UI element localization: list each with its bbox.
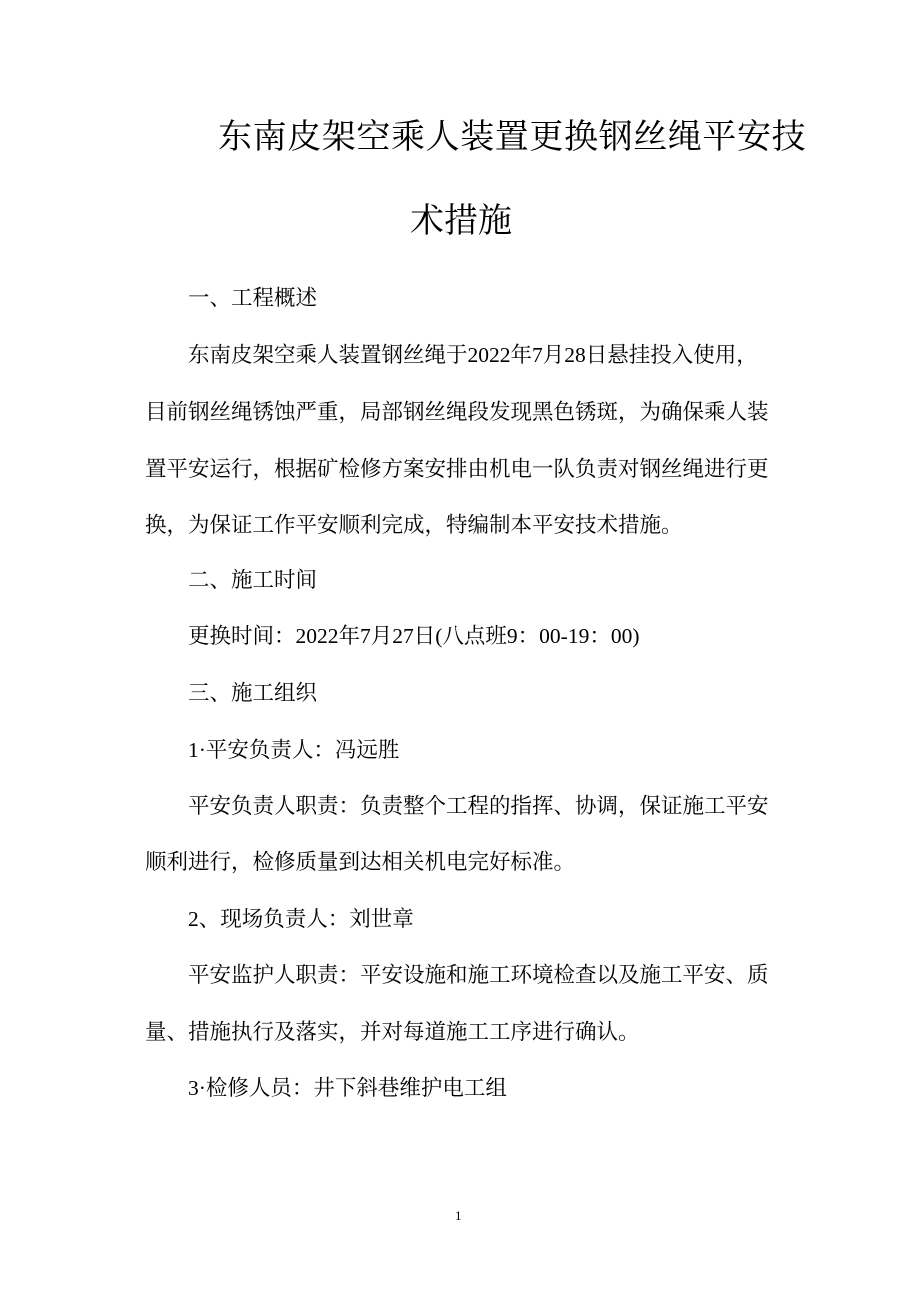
section-heading: 一、工程概述 [188, 286, 318, 310]
paragraph-line: 目前钢丝绳锈蚀严重，局部钢丝绳段发现黑色锈斑，为确保乘人装 [145, 400, 769, 424]
paragraph-line: 更换时间：2022年7月27日(八点班9：00-19：00) [188, 624, 640, 648]
section-heading: 二、施工时间 [188, 568, 318, 592]
paragraph-line: 置平安运行，根据矿检修方案安排由机电一队负责对钢丝绳进行更 [145, 457, 769, 481]
list-item: 1·平安负责人：冯远胜 [188, 738, 400, 762]
paragraph-line: 换，为保证工作平安顺利完成，特编制本平安技术措施。 [145, 513, 683, 537]
paragraph-line: 顺利进行，检修质量到达相关机电完好标准。 [145, 850, 576, 874]
paragraph-line: 量、措施执行及落实，并对每道施工工序进行确认。 [145, 1020, 640, 1044]
paragraph-line: 东南皮架空乘人装置钢丝绳于2022年7月28日悬挂投入使用， [188, 343, 758, 367]
list-item: 2、现场负责人：刘世章 [188, 907, 414, 931]
list-item: 3·检修人员：井下斜巷维护电工组 [188, 1076, 507, 1100]
paragraph-line: 平安监护人职责：平安设施和施工环境检查以及施工平安、质 [188, 963, 769, 987]
page-number: 1 [455, 1208, 462, 1223]
section-heading: 三、施工组织 [188, 681, 318, 705]
title-line-1: 东南皮架空乘人装置更换钢丝绳平安技 [218, 119, 807, 156]
title-line-2: 术措施 [410, 203, 512, 240]
paragraph-line: 平安负责人职责：负责整个工程的指挥、协调，保证施工平安 [188, 794, 769, 818]
